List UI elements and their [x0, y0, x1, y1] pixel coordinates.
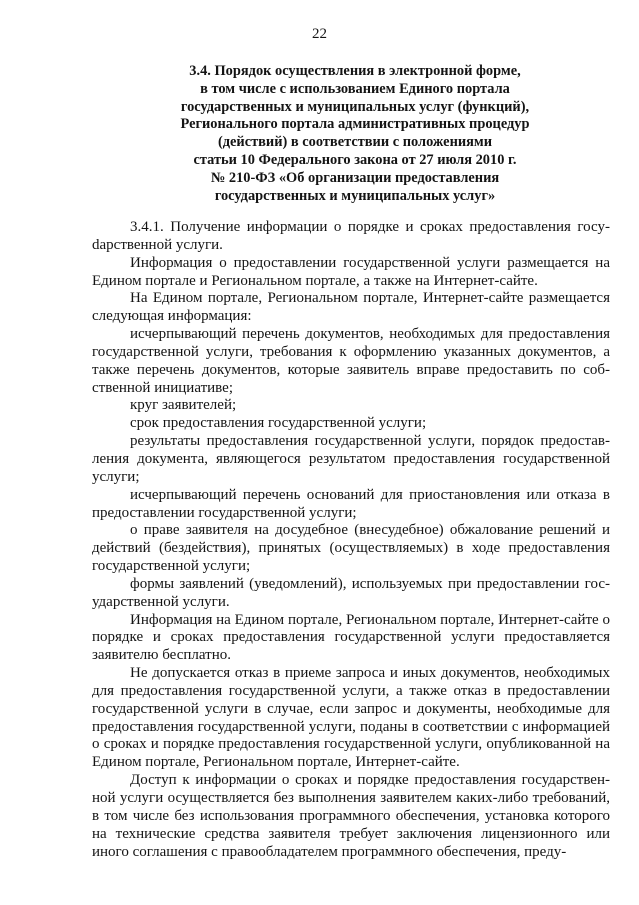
heading-line: 3.4. Порядок осуществления в электронной форме, — [189, 63, 521, 79]
paragraph: На Едином портале, Региональном портале, Интернет-сайте размещается следующая информация: — [92, 290, 610, 325]
paragraph: Информация о предоставлении государственной услуги размещается на Едином портале и Региональном портале, а также на Интернет-сайте. — [92, 254, 610, 289]
list-item: о праве заявителя на досудебное (внесудебное) обжалование решений и действий (бездействия), принятых (осуществляемых) в ходе предоставления государственной услуги; — [92, 522, 610, 575]
list-item: формы заявлений (уведомлений), используемых при предоставлении государственной услуги. — [92, 575, 610, 610]
list-item: срок предоставления государственной услуги; — [130, 415, 427, 432]
heading-line: статьи 10 Федерального закона от 27 июля 2010 г. — [193, 151, 517, 168]
section-heading — [150, 63, 560, 205]
page-number: 22 — [312, 26, 327, 42]
heading-line: № 210-ФЗ «Об организации предоставления — [210, 169, 500, 186]
heading-line: в том числе с использованием Единого портала — [200, 80, 510, 97]
heading-line: Регионального портала административных процедур — [180, 116, 530, 133]
heading-line: (действий) в соответствии с положениями — [217, 134, 493, 151]
list-item: круг заявителей; — [130, 397, 237, 414]
list-item: исчерпывающий перечень оснований для приостановления или отказа в предоставлении государственной услуги; — [92, 486, 610, 521]
paragraph: Не допускается отказ в приеме запроса и иных документов, необходимых для предоставления государственной услуги, а также отказ в предоставлении государственной услуги в случае, если запрос и документы, необходимые для предоставления государственной услуги, поданы в соответствии с информацией о сроках и порядке предоставления государственной услуги, опубликованной на Едином портале, Региональном портале, Интернет-сайте. — [92, 665, 610, 771]
heading-line: государственных и муниципальных услуг» — [214, 187, 496, 204]
document-body — [92, 219, 610, 861]
heading-line: государственных и муниципальных услуг (функций), — [180, 98, 530, 115]
paragraph: Информация на Едином портале, Региональном портале, Интернет-сайте о порядке и сроках предоставления государственной услуги предоставляется заявителю бесплатно. — [92, 611, 610, 664]
list-item: исчерпывающий перечень документов, необходимых для предоставления государственной услуги, требования к оформлению указанных документов, а также перечень документов, которые заявитель вправе предоставить по собственной инициативе; — [92, 326, 610, 396]
paragraph: Доступ к информации о сроках и порядке предоставления государственной услуги осуществляется без выполнения заявителем каких-либо требований, в том числе без использования программного обеспечения, установка которого на технические средства заявителя требует заключения лицензионного или иного соглашения с правообладателем программного обеспечения, преду- — [92, 772, 610, 860]
list-item: результаты предоставления государственной услуги, порядок предоставления документа, являющегося результатом предоставления государственной услуги; — [92, 433, 610, 485]
paragraph: 3.4.1. Получение информации о порядке и сроках предоставления госуdарственной услуги. — [92, 219, 610, 253]
